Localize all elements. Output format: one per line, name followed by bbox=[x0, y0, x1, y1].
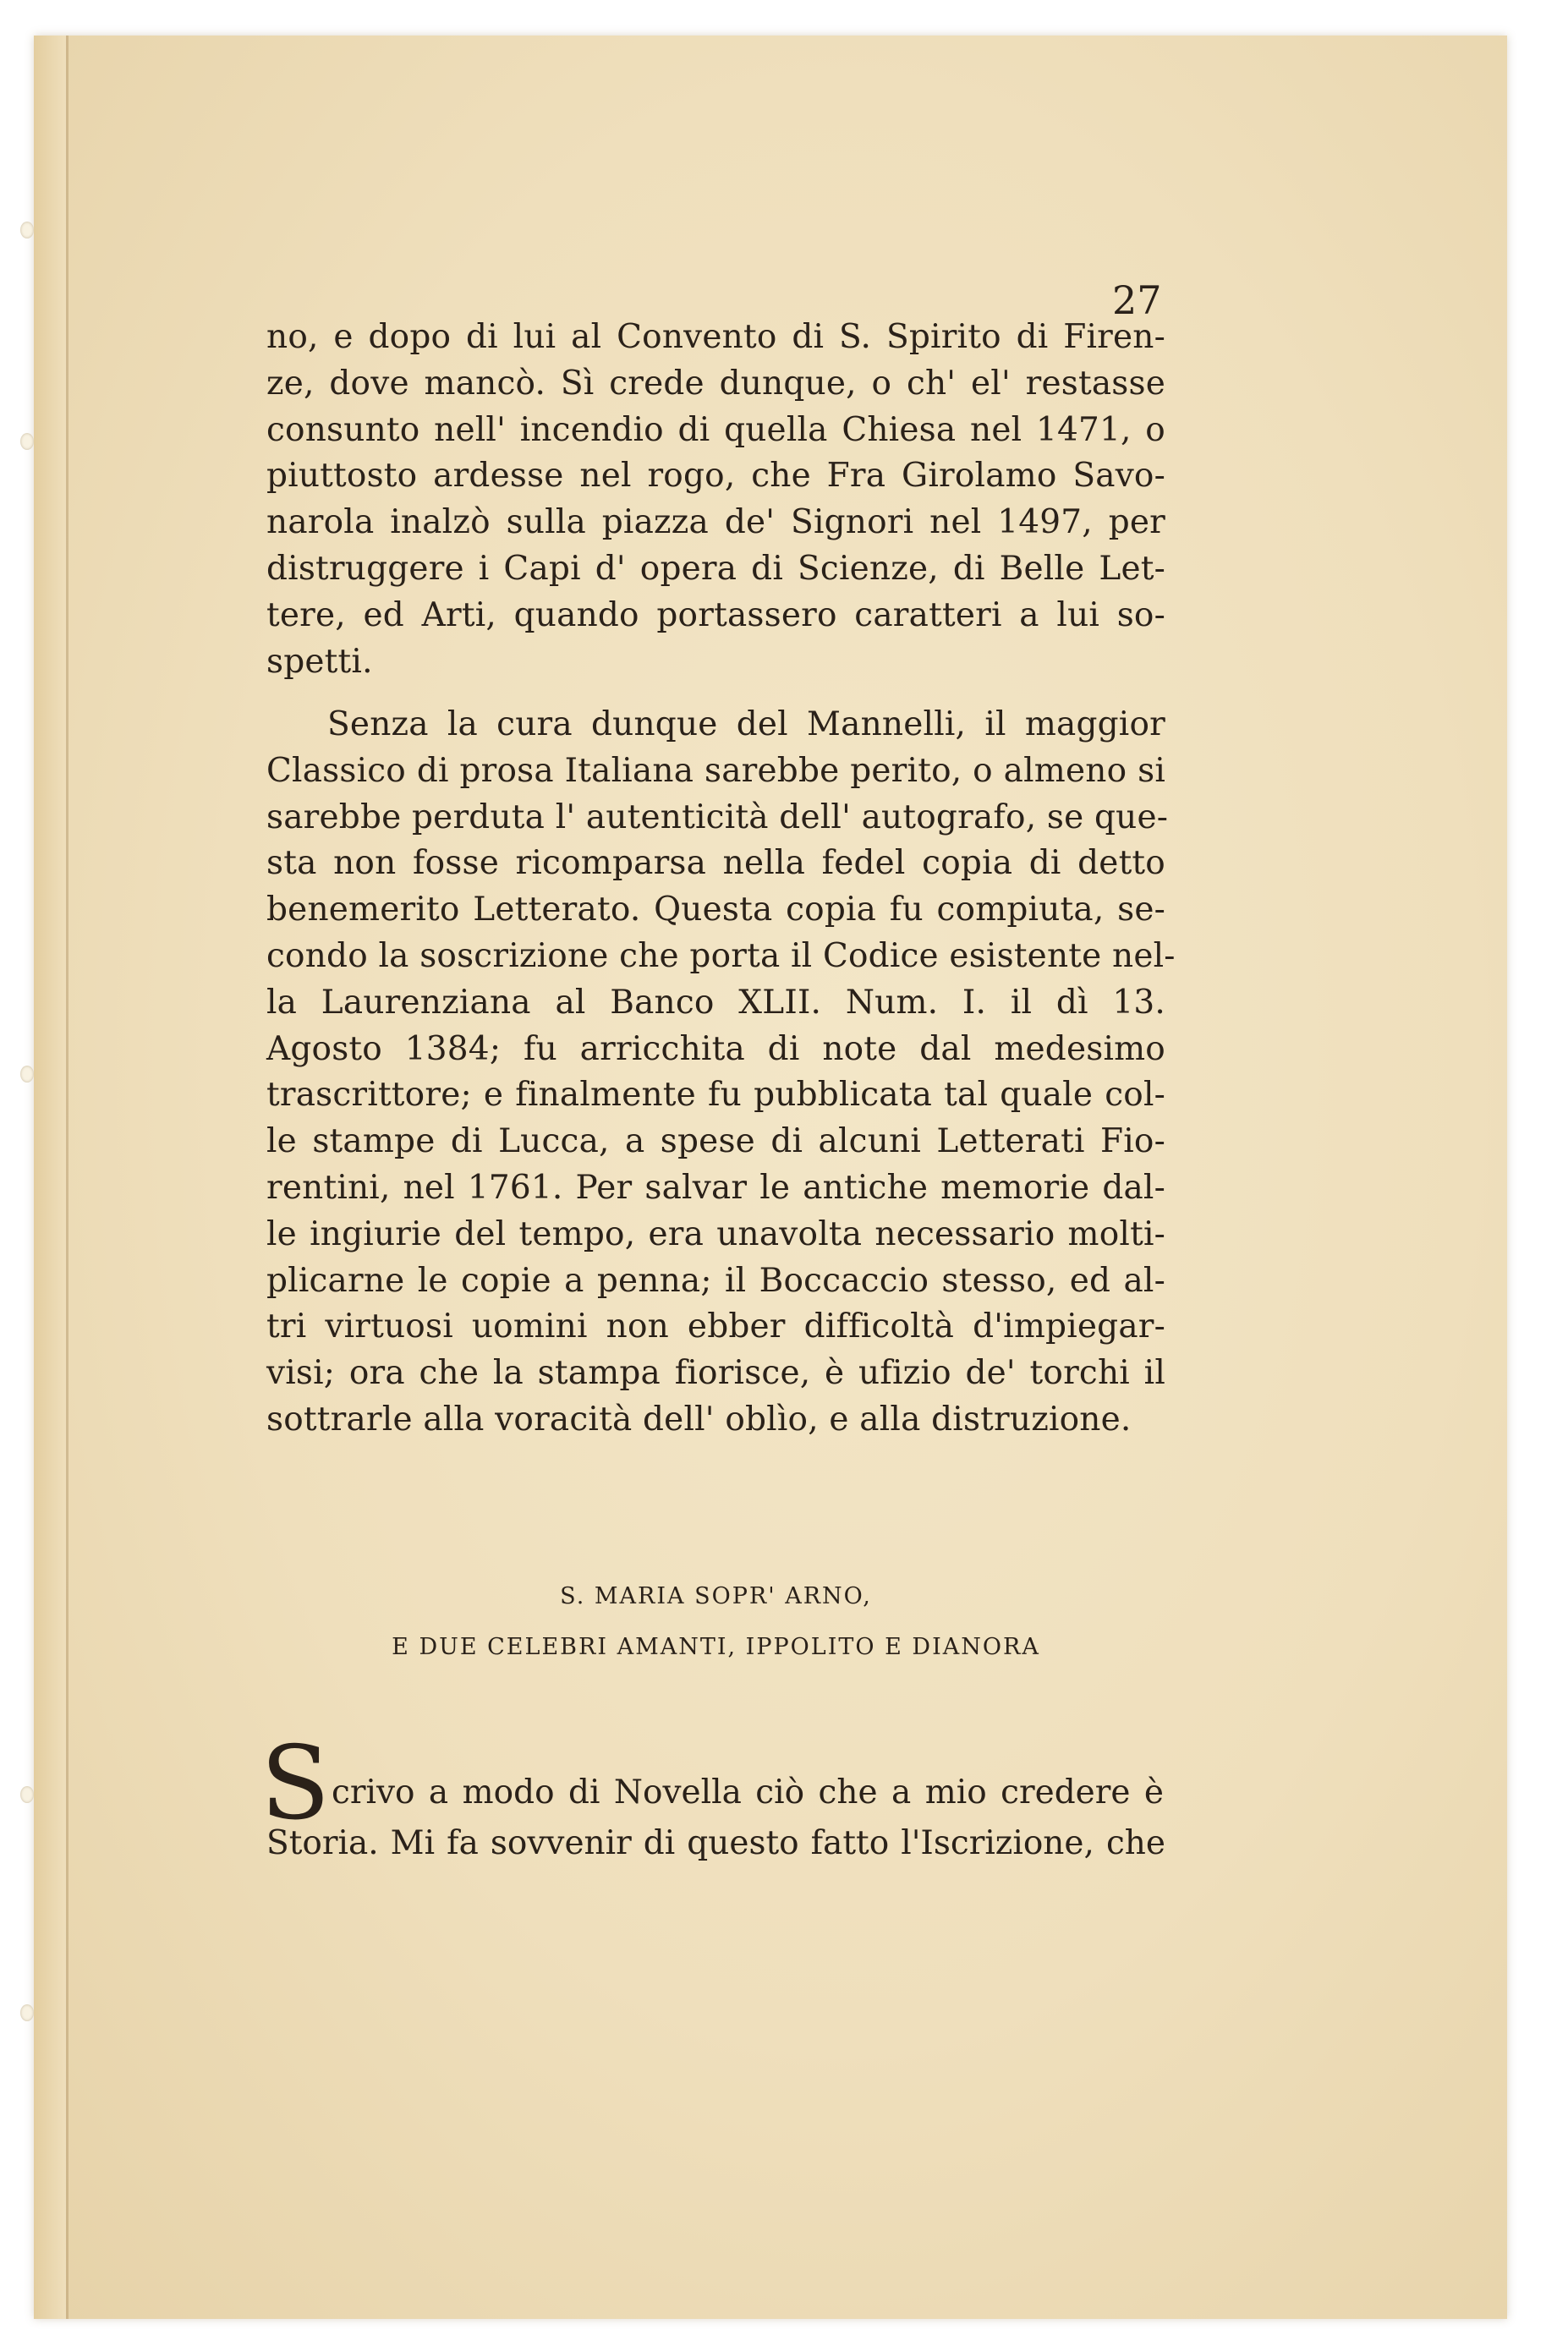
text-line: crivo a modo di Novella ciò che a mio credere è bbox=[332, 1773, 1164, 1812]
text-line: spetti. bbox=[266, 642, 373, 681]
text-line: sottrarle alla voracità dell' oblìo, e alla distruzione. bbox=[266, 1400, 1132, 1439]
text-line: distruggere i Capi d' opera di Scienze, di Belle Let- bbox=[266, 549, 1165, 588]
text-line: Agosto 1384; fu arricchita di note dal medesimo bbox=[266, 1029, 1165, 1068]
text-line: no, e dopo di lui al Convento di S. Spirito di Firen- bbox=[266, 318, 1165, 356]
text-line: Senza la cura dunque del Mannelli, il maggior bbox=[327, 705, 1165, 743]
text-line: Storia. Mi fa sovvenir di questo fatto l'Iscrizione, che bbox=[266, 1824, 1165, 1862]
text-line: rentini, nel 1761. Per salvar le antiche memorie dal- bbox=[266, 1168, 1165, 1207]
text-line: benemerito Letterato. Questa copia fu compiuta, se- bbox=[266, 891, 1165, 929]
text-line: la Laurenziana al Banco XLII. Num. I. il dì 13. bbox=[266, 983, 1165, 1022]
binding-hole bbox=[20, 1066, 34, 1083]
text-line: le ingiurie del tempo, era unavolta necessario molti- bbox=[266, 1214, 1165, 1253]
text-line: tere, ed Arti, quando portassero caratteri a lui so- bbox=[266, 595, 1165, 634]
text-line: condo la soscrizione che porta il Codice esistente nel- bbox=[266, 936, 1176, 975]
section-heading-line-2: E DUE CELEBRI AMANTI, IPPOLITO E DIANORA bbox=[392, 1634, 1040, 1660]
text-line: piuttosto ardesse nel rogo, che Fra Girolamo Savo- bbox=[266, 457, 1165, 496]
text-line: visi; ora che la stampa fiorisce, è ufizio de' torchi il bbox=[266, 1354, 1165, 1393]
binding-edge bbox=[34, 36, 66, 2319]
page-number: 27 bbox=[1112, 277, 1162, 323]
text-line: plicarne le copie a penna; il Boccaccio stesso, ed al- bbox=[266, 1261, 1165, 1300]
text-line: le stampe di Lucca, a spese di alcuni Letterati Fio- bbox=[266, 1122, 1165, 1161]
binding-hole bbox=[20, 1786, 34, 1803]
section-heading-line-1: S. MARIA SOPR' ARNO, bbox=[560, 1583, 872, 1609]
text-line: trascrittore; e finalmente fu pubblicata tal quale col- bbox=[266, 1076, 1165, 1115]
fold-line bbox=[66, 36, 69, 2319]
text-line: sta non fosse ricomparsa nella fedel copia di detto bbox=[266, 844, 1165, 883]
text-line: narola inalzò sulla piazza de' Signori nel 1497, per bbox=[266, 503, 1165, 542]
drop-cap: S bbox=[260, 1725, 331, 1843]
text-line: ze, dove mancò. Sì crede dunque, o ch' el' restasse bbox=[266, 364, 1165, 403]
text-line: consunto nell' incendio di quella Chiesa nel 1471, o bbox=[266, 410, 1165, 449]
binding-hole bbox=[20, 433, 34, 450]
binding-hole bbox=[20, 222, 34, 238]
text-line: tri virtuosi uomini non ebber difficoltà d'impiegar- bbox=[266, 1307, 1165, 1346]
paragraph-2 bbox=[266, 702, 1176, 1444]
text-line: sarebbe perduta l' autenticità dell' autografo, se que- bbox=[266, 798, 1169, 836]
paragraph-1 bbox=[266, 315, 1165, 685]
binding-hole bbox=[20, 2004, 34, 2021]
text-line: Classico di prosa Italiana sarebbe perito, o almeno si bbox=[266, 751, 1165, 790]
